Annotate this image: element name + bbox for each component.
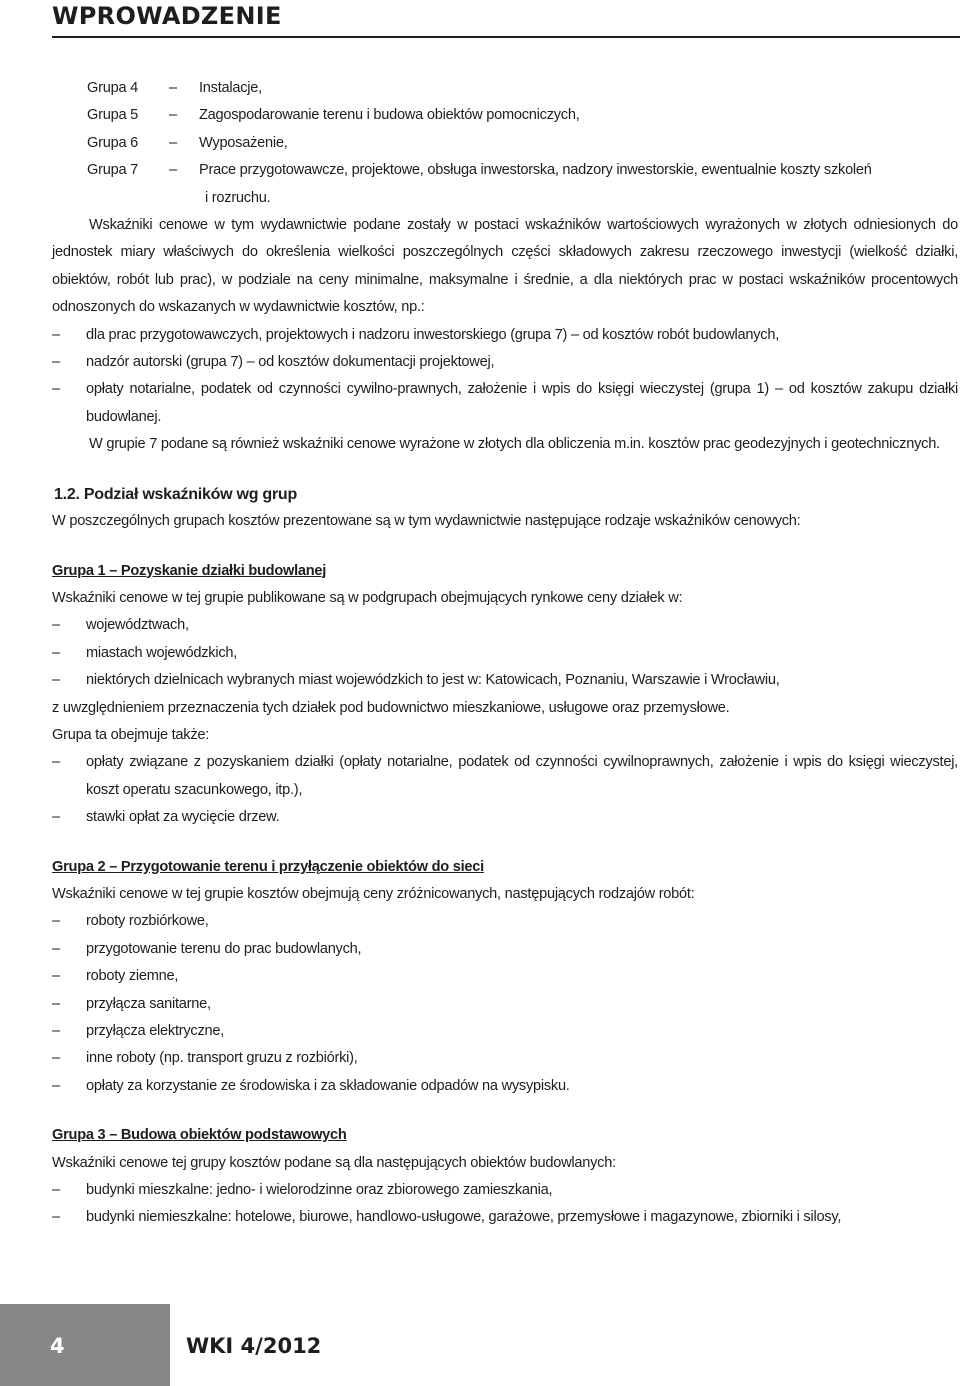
- list-item: – nadzór autorski (grupa 7) – od kosztów dokumentacji projektowej,: [52, 349, 958, 376]
- group-line: [52, 102, 958, 129]
- list-item: – budynki mieszkalne: jedno- i wielorodzinne oraz zbiorowego zamieszkania,: [52, 1177, 958, 1204]
- list-item: – inne roboty (np. transport gruzu z rozbiórki),: [52, 1045, 958, 1072]
- group-line: [52, 130, 958, 157]
- list-item: – przygotowanie terenu do prac budowlanych,: [52, 936, 958, 963]
- grupa1-intro: Wskaźniki cenowe w tej grupie publikowane są w podgrupach obejmujących rynkowe ceny działek w:: [52, 589, 683, 606]
- list-item: – przyłącza sanitarne,: [52, 991, 958, 1018]
- grupa3-list: [52, 1177, 958, 1232]
- intro-list: [52, 322, 958, 432]
- grupa2-intro: Wskaźniki cenowe w tej grupie kosztów obejmują ceny zróżnicowanych, następujących rodzajów robót:: [52, 885, 695, 902]
- grupa1-after: z uwzględnieniem przeznaczenia tych działek pod budownictwo mieszkaniowe, usługowe oraz przemysłowe.: [52, 699, 730, 716]
- footer-page-box: [0, 1304, 170, 1386]
- list-item: – opłaty za korzystanie ze środowiska i za składowanie odpadów na wysypisku.: [52, 1073, 958, 1100]
- list-item: – opłaty związane z pozyskaniem działki (opłaty notarialne, podatek od czynności cywilnoprawnych, założenie i wpis do księgi wieczystej, koszt operatu szacunkowego, itp.),: [52, 749, 958, 804]
- section-heading-1-2: 1.2. Podział wskaźników wg grup: [54, 485, 297, 503]
- group-dash: –: [169, 80, 177, 96]
- group-label: Grupa 6: [87, 134, 138, 151]
- group-line: [52, 75, 958, 102]
- grupa3-heading: Grupa 3 – Budowa obiektów podstawowych: [52, 1127, 347, 1144]
- group-text: Instalacje,: [199, 80, 262, 96]
- group-line: [52, 157, 958, 212]
- group-dash: –: [169, 134, 177, 151]
- title-rule: [52, 36, 960, 38]
- grupa2-heading: Grupa 2 – Przygotowanie terenu i przyłączenie obiektów do sieci: [52, 858, 484, 875]
- group-label: Grupa 7: [87, 162, 138, 179]
- group-label: Grupa 5: [87, 107, 138, 124]
- page-number: 4: [50, 1334, 65, 1358]
- grupa3-intro: Wskaźniki cenowe tej grupy kosztów podane są dla następujących obiektów budowlanych:: [52, 1154, 616, 1171]
- grupa1-list: [52, 612, 958, 694]
- group-dash: –: [169, 107, 177, 124]
- group-label: Grupa 4: [87, 80, 138, 96]
- list-item: – roboty ziemne,: [52, 963, 958, 990]
- list-item: – niektórych dzielnicach wybranych miast wojewódzkich to jest w: Katowicach, Poznaniu, Warszawie i Wrocławiu,: [52, 667, 958, 694]
- section-title: WPROWADZENIE: [52, 2, 282, 30]
- grupa1-heading: Grupa 1 – Pozyskanie działki budowlanej: [52, 562, 327, 579]
- section-1-2-text: W poszczególnych grupach kosztów prezentowane są w tym wydawnictwie następujące rodzaje wskaźników cenowych:: [52, 513, 801, 530]
- group-text: Zagospodarowanie terenu i budowa obiektów pomocniczych,: [199, 107, 580, 124]
- intro-paragraph: Wskaźniki cenowe w tym wydawnictwie podane zostały w postaci wskaźników wartościowych wyrażonych w złotych odniesionych do jednostek miary właściwych do określenia wielkości poszczególnych części składowych zakresu rzeczowego inwestycji (wielkość działki, obiektów, robót lub prac), w podziale na ceny minimalne, maksymalne i średnie, a dla niektórych prac w postaci wskaźników procentowych odnoszonych do wskazanych w wydawnictwie kosztów, np.:: [52, 217, 958, 316]
- list-item: – przyłącza elektryczne,: [52, 1018, 958, 1045]
- issue-label: WKI 4/2012: [186, 1334, 322, 1358]
- grupa1-list-2: [52, 749, 958, 831]
- content: [52, 75, 958, 1232]
- grupa2-list: [52, 908, 958, 1100]
- list-item: – dla prac przygotowawczych, projektowych i nadzoru inwestorskiego (grupa 7) – od kosztów robót budowlanych,: [52, 322, 958, 349]
- list-item: – województwach,: [52, 612, 958, 639]
- group-text: Prace przygotowawcze, projektowe, obsługa inwestorska, nadzory inwestorskie, ewentualnie koszty szkoleń: [199, 162, 872, 179]
- group-text: Wyposażenie,: [199, 134, 288, 151]
- group-text-continuation: i rozruchu.: [205, 189, 271, 206]
- list-item: – budynki niemieszkalne: hotelowe, biurowe, handlowo-usługowe, garażowe, przemysłowe i magazynowe, zbiorniki i silosy,: [52, 1204, 958, 1231]
- list-item: – stawki opłat za wycięcie drzew.: [52, 804, 958, 831]
- groups-intro-list: [52, 75, 958, 212]
- group-text-block: [199, 157, 958, 212]
- grupa1-also: Grupa ta obejmuje także:: [52, 726, 210, 743]
- list-item: – roboty rozbiórkowe,: [52, 908, 958, 935]
- list-item: – miastach wojewódzkich,: [52, 640, 958, 667]
- group-dash: –: [169, 162, 177, 179]
- list-item: – opłaty notarialne, podatek od czynności cywilno-prawnych, założenie i wpis do księgi wieczystej (grupa 1) – od kosztów zakupu działki budowlanej.: [52, 376, 958, 431]
- intro-paragraph-2: W grupie 7 podane są również wskaźniki cenowe wyrażone w złotych dla obliczenia m.in. kosztów prac geodezyjnych i geotechnicznych.: [89, 436, 940, 453]
